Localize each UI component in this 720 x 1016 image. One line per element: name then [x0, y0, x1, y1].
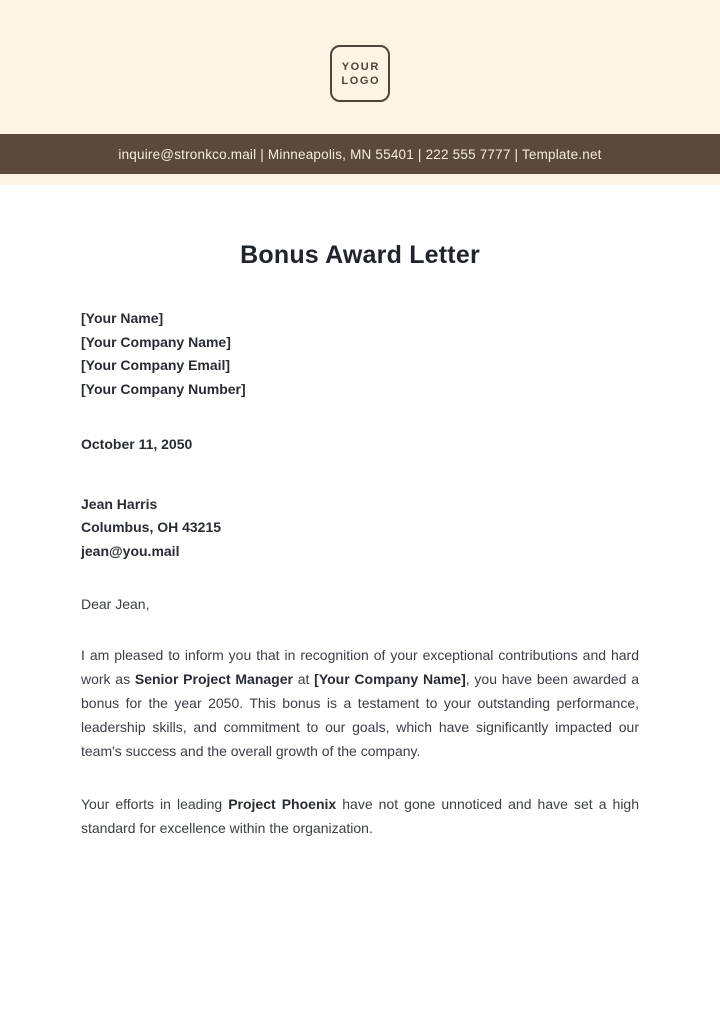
- recipient-name: Jean Harris: [81, 495, 158, 512]
- paragraph2-bold-project: Project Phoenix: [228, 795, 337, 812]
- sender-name: [Your Name]: [81, 310, 164, 326]
- paragraph1-text: at: [292, 670, 315, 687]
- contact-info-text: inquire@stronkco.mail | Minneapolis, MN 55401 | 222 555 7777 | Template.net: [118, 146, 602, 162]
- paragraph2-text: Your efforts in leading: [81, 795, 229, 812]
- letter-date: October 11, 2050: [81, 436, 193, 452]
- paragraph1-text: I am pleased to inform you that in recognition of your exceptional contributions and hard work as: [81, 646, 639, 687]
- body-paragraph-1: [81, 643, 639, 763]
- paragraph1-bold-role: Senior Project Manager: [134, 670, 293, 687]
- letter-date-block: [81, 433, 639, 457]
- recipient-email: jean@you.mail: [81, 542, 180, 559]
- contact-info-bar: [0, 134, 720, 174]
- salutation: Dear Jean,: [81, 596, 150, 612]
- recipient-block: [81, 493, 639, 564]
- company-logo: [330, 45, 390, 102]
- paragraph1-bold-company: [Your Company Name]: [314, 670, 466, 687]
- paragraph2-text: have not gone unnoticed and have set a high standard for excellence within the organization.: [81, 795, 639, 836]
- sender-company-name: [Your Company Name]: [81, 333, 231, 350]
- page-header: [0, 0, 720, 134]
- letter-body: [0, 241, 720, 840]
- recipient-address: Columbus, OH 43215: [81, 519, 222, 535]
- sender-block: [81, 307, 639, 401]
- logo-text-line1: YOUR: [341, 60, 380, 73]
- header-accent-strip: [0, 174, 720, 185]
- body-paragraph-2: [81, 792, 639, 840]
- sender-company-email: [Your Company Email]: [81, 357, 231, 373]
- logo-text-line2: LOGO: [341, 74, 381, 87]
- sender-company-number: [Your Company Number]: [81, 380, 246, 397]
- paragraph1-text: , you have been awarded a bonus for the year 2050. This bonus is a testament to your outstanding performance, leadership skills, and commitment to our goals, which have significantly impacted our team's success and the overall growth of the company.: [81, 670, 639, 759]
- letter-title: Bonus Award Letter: [240, 241, 480, 269]
